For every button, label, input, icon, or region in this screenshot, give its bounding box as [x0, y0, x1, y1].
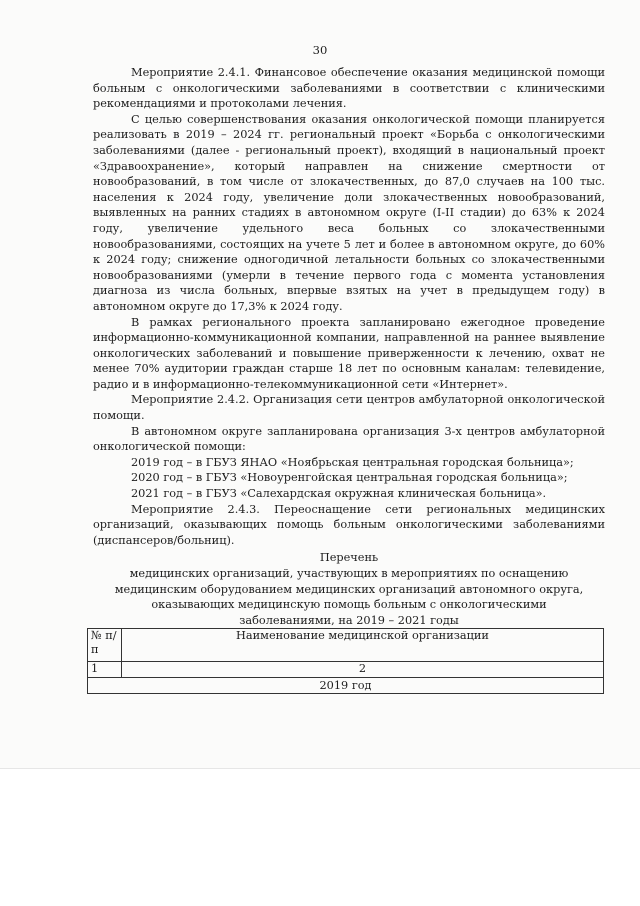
list-title-line: медицинских организаций, участвующих в мероприятиях по оснащению — [129, 567, 569, 580]
header-name-cell: Наименование медицинской организации — [122, 629, 604, 662]
year-cell: 2019 год — [88, 678, 604, 694]
organizations-table — [87, 628, 604, 694]
paragraph-info-campaign: В рамках регионального проекта запланировано ежегодное проведение информационно-коммуникационной компании, направленной на раннее выявление онкологических заболеваний и повышение приверженности к лечению, охват не менее 70% аудитории граждан старше 18 лет по основным каналам: телевидение, радио и в информационно-телекоммуникационной сети «Интернет». — [93, 315, 605, 391]
list-title — [93, 550, 605, 628]
page-number: 30 — [312, 43, 328, 57]
blank-area — [0, 768, 640, 906]
header-number-cell: № п/п — [88, 629, 122, 662]
list-title-line: медицинским оборудованием медицинских организаций автономного округа, — [114, 582, 584, 596]
list-item-2021: 2021 год – в ГБУЗ «Салехардская окружная клиническая больница». — [131, 487, 547, 501]
table-year-row — [88, 678, 604, 694]
table-header-row — [88, 629, 604, 662]
paragraph-measure-2-4-2: Мероприятие 2.4.2. Организация сети центров амбулаторной онкологической помощи. — [93, 393, 605, 423]
list-item-2020: 2020 год – в ГБУЗ «Новоуренгойская центральная городская больница»; — [131, 471, 568, 485]
index-name-cell: 2 — [122, 662, 604, 678]
index-number-cell: 1 — [88, 662, 122, 678]
paragraph-regional-project: С целью совершенствования оказания онкологической помощи планируется реализовать в 2019 – 2024 гг. региональный проект «Борьба с онкологическими заболеваниями (далее - региональный проект), входящий в национальный проект «Здравоохранение», который направлен на снижение смертности от новообразований, в том числе от злокачественных, до 87,0 случаев на 100 тыс. населения к 2024 году, увеличение доли злокачественных новообразований, выявленных на ранних стадиях в автономном округе (I-II стадии) до 63% к 2024 году, увеличение удельного веса больных со злокачественными новообразованиями, состоящих на учете 5 лет и более в автономном округе, до 60% к 2024 году; снижение одногодичной летальности больных со злокачественными новообразованиями (умерли в течение первого года с момента установления диагноза из числа больных, впервые взятых на учет в предыдущем году) в автономном округе до 17,3% к 2024 году. — [93, 112, 605, 313]
paragraph-measure-2-4-1: Мероприятие 2.4.1. Финансовое обеспечение оказания медицинской помощи больным с онкологическими заболеваниями в соответствии с клиническими рекомендациями и протоколами лечения. — [93, 66, 605, 111]
paragraph-measure-2-4-3: Мероприятие 2.4.3. Переоснащение сети региональных медицинских организаций, оказывающих помощь больным онкологическими заболеваниями (диспансеров/больниц). — [93, 502, 605, 547]
document-body — [93, 65, 605, 628]
list-title-line: оказывающих медицинскую помощь больным с онкологическими — [151, 598, 547, 612]
table-index-row — [88, 662, 604, 678]
list-title-heading: Перечень — [319, 551, 379, 565]
list-title-line: заболеваниями, на 2019 – 2021 годы — [239, 613, 459, 627]
paragraph-centers-plan: В автономном округе запланирована организация 3-х центров амбулаторной онкологической помощи: — [93, 424, 605, 454]
list-item-2019: 2019 год – в ГБУЗ ЯНАО «Ноябрьская центральная городская больница»; — [131, 455, 574, 469]
